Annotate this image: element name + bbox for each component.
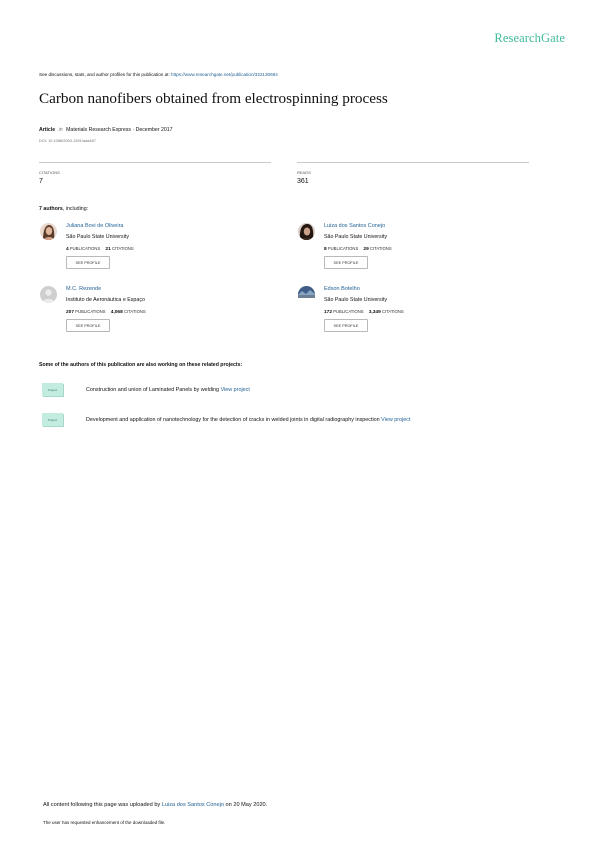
authors-suffix: , including:: [62, 206, 89, 212]
see-profile-button[interactable]: SEE PROFILE: [324, 256, 368, 269]
author-name[interactable]: Juliana Bovi de Oliveira: [66, 223, 124, 229]
publication-title: Carbon nanofibers obtained from electrospinning process: [39, 90, 388, 107]
citations-label: CITATIONS: [123, 309, 146, 314]
reads-value: 361: [297, 178, 309, 185]
publication-type: Article: [39, 127, 56, 133]
author-name[interactable]: M.C. Rezende: [66, 286, 102, 292]
author-institution: São Paulo State University: [66, 234, 130, 240]
publications-count: 4: [66, 247, 69, 252]
citations-value: 7: [39, 178, 43, 185]
default-avatar-icon: [40, 286, 57, 303]
avatar[interactable]: [298, 223, 315, 240]
related-projects-header: Some of the authors of this publication are also working on these related projects:: [39, 362, 243, 368]
citations-divider: [39, 162, 271, 163]
author-stats: [66, 246, 134, 252]
project-title: Development and application of nanotechnology for the detection of cracks in welded joints in digital radiography inspection: [86, 417, 382, 423]
project-item: [86, 417, 410, 423]
author-institution: São Paulo State University: [324, 234, 388, 240]
uploader-link[interactable]: Luiza dos Santos Conejo: [161, 802, 224, 808]
author-institution: São Paulo State University: [324, 297, 388, 303]
authors-count: 7 authors: [39, 206, 63, 212]
author-photo-icon: [298, 286, 315, 303]
author-photo-icon: [40, 223, 57, 240]
citations-count: 4,068: [110, 310, 123, 315]
project-thumbnail-icon: Project: [42, 413, 63, 426]
publications-count: 8: [324, 247, 327, 252]
reads-label: READS: [297, 170, 311, 175]
citations-label: CITATIONS: [111, 246, 134, 251]
author-institution: Instituto de Aeronáutica e Espaço: [66, 297, 145, 303]
upload-notice: [43, 802, 267, 808]
project-title: Construction and union of Laminated Panels by welding: [86, 387, 221, 393]
publications-count: 207: [66, 310, 75, 315]
reads-divider: [297, 162, 529, 163]
publication-meta: [39, 127, 173, 133]
see-profile-button[interactable]: SEE PROFILE: [324, 319, 368, 332]
project-thumbnail-icon: Project: [42, 383, 63, 396]
publication-venue: Materials Research Express · December 2017: [66, 127, 173, 133]
publications-label: PUBLICATIONS: [75, 309, 106, 314]
citations-count: 21: [105, 247, 111, 252]
view-project-link[interactable]: View project: [220, 387, 250, 393]
project-item: [86, 387, 250, 393]
publications-label: PUBLICATIONS: [69, 246, 101, 251]
publication-doi: DOI: 10.1088/2053-1591/aaa467: [39, 138, 96, 143]
citations-count: 3,349: [368, 310, 381, 315]
author-stats: [324, 309, 404, 315]
see-profile-button[interactable]: SEE PROFILE: [66, 256, 110, 269]
researchgate-logo[interactable]: ResearchGate: [494, 31, 565, 45]
authors-header: [39, 206, 88, 212]
enhancement-note: The user has requested enhancement of the downloaded file.: [43, 820, 166, 825]
view-project-link[interactable]: View project: [381, 417, 411, 423]
publication-url-link[interactable]: https://www.researchgate.net/publication/322130684: [171, 72, 278, 77]
author-name[interactable]: Edson Botelho: [324, 286, 360, 292]
publications-label: PUBLICATIONS: [327, 246, 359, 251]
avatar[interactable]: [40, 286, 57, 303]
citations-label: CITATIONS: [39, 170, 60, 175]
in-word: in: [58, 127, 63, 133]
citations-count: 29: [363, 247, 369, 252]
upload-suffix: on 20 May 2020.: [224, 802, 268, 808]
avatar[interactable]: [40, 223, 57, 240]
avatar[interactable]: [298, 286, 315, 303]
disclaimer-text: See discussions, stats, and author profiles for this publication at:: [39, 72, 172, 77]
author-name[interactable]: Luiza dos Santos Conejo: [324, 223, 386, 229]
author-stats: [324, 246, 392, 252]
author-photo-icon: [298, 223, 315, 240]
profile-disclaimer: [39, 72, 278, 77]
publications-count: 172: [324, 310, 333, 315]
see-profile-button[interactable]: SEE PROFILE: [66, 319, 110, 332]
publications-label: PUBLICATIONS: [333, 309, 364, 314]
author-stats: [66, 309, 146, 315]
citations-label: CITATIONS: [369, 246, 392, 251]
upload-prefix: All content following this page was uploaded by: [43, 802, 162, 808]
citations-label: CITATIONS: [381, 309, 404, 314]
